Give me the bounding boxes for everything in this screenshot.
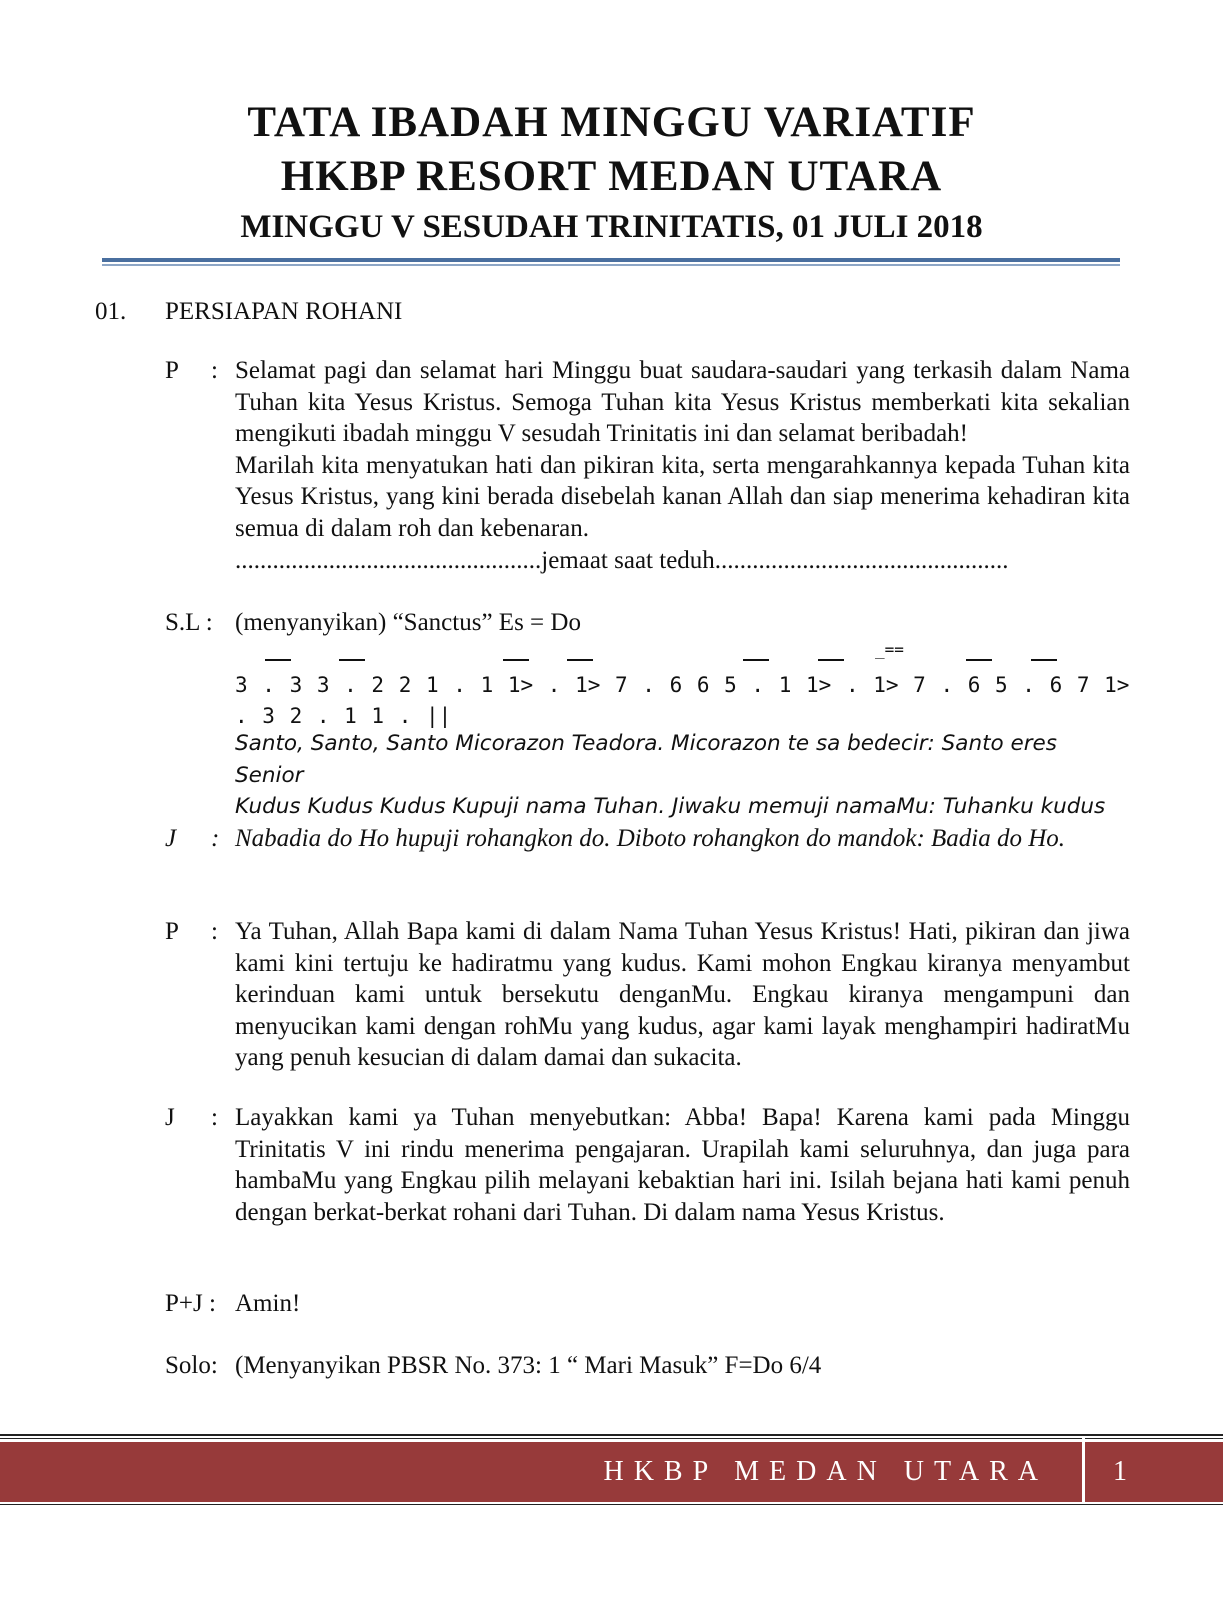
speaker-label: J: [165, 1104, 175, 1131]
note-bar: [966, 659, 992, 661]
footer-bar: [0, 1442, 1223, 1502]
liturgy-text: (menyanyikan) “Sanctus” Es = Do: [235, 609, 581, 636]
speaker-colon: :: [211, 825, 220, 852]
note-marks: _==: [875, 640, 904, 659]
note-bar: [1031, 659, 1057, 661]
speaker-colon: :: [211, 1104, 218, 1131]
speaker-colon: :: [211, 357, 218, 384]
page-number: 1: [1113, 1456, 1127, 1487]
footer-label: HKBP MEDAN UTARA: [603, 1456, 1048, 1487]
footer-divider: [1082, 1436, 1085, 1508]
note-bar: [339, 659, 365, 661]
footer-rule: [0, 1504, 1223, 1505]
note-bar: [567, 659, 593, 661]
note-bar: [818, 659, 844, 661]
document-header: [0, 96, 1223, 249]
lyrics-line: Kudus Kudus Kudus Kupuji nama Tuhan. Jiwaku memuji namaMu: Tuhanku kudus: [235, 794, 1106, 819]
note-bar: [265, 659, 291, 661]
lyrics-line: Santo, Santo, Santo Micorazon Teadora. Micorazon te sa bedecir: Santo eres Senior: [235, 731, 1057, 788]
speaker-label: Solo:: [165, 1352, 218, 1379]
header-rule-thick: [102, 258, 1120, 262]
speaker-colon: :: [211, 918, 218, 945]
speaker-label: P: [165, 357, 179, 384]
song-lyrics: [235, 728, 1130, 823]
note-bar: [743, 659, 769, 661]
subtitle: MINGGU V SESUDAH TRINITATIS, 01 JULI 2018: [240, 209, 983, 245]
silence-line: .................................................jemaat saat teduh...............................................: [235, 546, 1009, 574]
speaker-label: P: [165, 918, 179, 945]
header-rule-thin: [102, 264, 1120, 266]
paragraph: Marilah kita menyatukan hati dan pikiran kita, serta mengarahkannya kepada Tuhan kita Yesus Kristus, yang kini berada disebelah kanan Allah dan siap menerima kehadiran kita semua di dalam roh dan kebenaran.: [235, 451, 1130, 542]
liturgy-text: Nabadia do Ho hupuji rohangkon do. Diboto rohangkon do mandok: Badia do Ho.: [235, 825, 1066, 852]
section-title: PERSIAPAN ROHANI: [165, 298, 403, 325]
liturgy-text: [235, 355, 1130, 576]
speaker-label: P+J :: [165, 1290, 216, 1317]
note-numbers: 3 . 3 3 . 2 2 1 . 1 1> . 1> 7 . 6 6 5 . 1 1> . 1> 7 . 6 5 . 6 7 1> . 3 2 . 1 1 . ||: [235, 673, 1130, 728]
footer-rule: [0, 1434, 1223, 1436]
paragraph: Selamat pagi dan selamat hari Minggu buat saudara-saudari yang terkasih dalam Nama Tuhan kita Yesus Kristus. Semoga Tuhan kita Yesus Kristus memberkati kita sekalian mengikuti ibadah minggu V sesudah Trinitatis ini dan selamat beribadah!: [235, 357, 1130, 448]
speaker-label: J: [165, 825, 177, 852]
section-number: 01.: [95, 298, 127, 325]
footer-rule: [0, 1438, 1223, 1439]
liturgy-text: Amin!: [235, 1290, 301, 1317]
liturgy-text: Layakkan kami ya Tuhan menyebutkan: Abba! Bapa! Karena kami pada Minggu Trinitatis V ini rindu menerima pengajaran. Urapilah kami seluruhnya, dan juga para hambaMu yang Engkau pilih melayani kebaktian hari ini. Isilah bejana hati kami penuh dengan berkat-berkat rohani dari Tuhan. Di dalam nama Yesus Kristus.: [235, 1104, 1130, 1226]
liturgy-text: (Menyanyikan PBSR No. 373: 1 “ Mari Masuk” F=Do 6/4: [235, 1352, 822, 1379]
title-line-2: HKBP RESORT MEDAN UTARA: [280, 153, 943, 200]
note-bar: [503, 659, 529, 661]
note-bars: [235, 640, 1130, 670]
title-line-1: TATA IBADAH MINGGU VARIATIF: [247, 99, 976, 146]
liturgy-text: Ya Tuhan, Allah Bapa kami di dalam Nama Tuhan Yesus Kristus! Hati, pikiran dan jiwa kami kini tertuju ke hadiratmu yang kudus. Kami mohon Engkau kiranya menyambut kerinduan kami untuk bersekutu denganMu. Engkau kiranya mengampuni dan menyucikan kami dengan rohMu yang kudus, agar kami layak menghampiri hadiratMu yang penuh kesucian di dalam damai dan sukacita.: [235, 918, 1130, 1072]
speaker-label: S.L :: [165, 609, 213, 636]
